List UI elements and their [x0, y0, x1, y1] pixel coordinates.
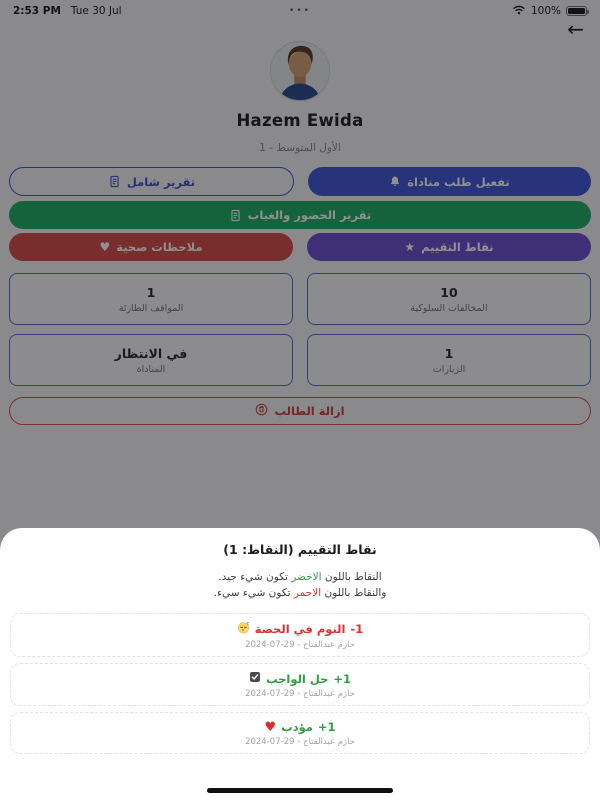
stat-label: المخالفات السلوكية: [410, 302, 488, 314]
remove-student-label: ازالة الطالب: [274, 404, 345, 418]
sheet-title: نقاط التقييم (النقاط: 1): [223, 542, 377, 557]
stat-value: 1: [146, 284, 156, 300]
call-request-label: تفعيل طلب مناداة: [407, 174, 510, 189]
rating-item-title-row: [11, 671, 589, 686]
rating-item: [10, 712, 590, 754]
green-word: الاخضر: [291, 571, 322, 583]
date: Tue 30 Jul: [70, 5, 122, 17]
stat-value: في الانتظار: [114, 345, 188, 361]
rating-item: [10, 663, 590, 706]
student-name: Hazem Ewida: [236, 111, 364, 130]
rating-item-text: حل الواجب: [265, 671, 329, 686]
stat-label: المواقف الطارئة: [118, 302, 184, 314]
home-indicator[interactable]: [207, 788, 393, 793]
rating-item-value: +1: [333, 671, 352, 686]
health-notes-label: ملاحظات صحية: [116, 240, 203, 254]
rating-points-sheet: [0, 528, 600, 800]
stat-label: الزيارات: [432, 363, 466, 375]
stat-value: 10: [440, 284, 458, 300]
rating-item-text: مؤدب: [281, 720, 313, 734]
rating-item-value: -1: [350, 622, 364, 636]
student-grade: الأول المتوسط - 1: [259, 142, 341, 154]
back-button[interactable]: ←: [567, 17, 584, 41]
heart-icon: ♥: [99, 240, 111, 254]
stat-value: 1: [444, 345, 454, 361]
svg-text:z: z: [246, 621, 249, 626]
rating-item-meta: حازم عبدالفتاح - 29-07-2024: [245, 640, 355, 650]
star-icon: ★: [404, 240, 416, 254]
full-report-label: تقرير شامل: [126, 174, 196, 189]
legend-line-red: والنقاط باللون الاحمر تكون شيء سيء.: [213, 586, 387, 599]
legend-line-green: النقاط باللون الاخضر تكون شيء جيد.: [218, 571, 382, 583]
clock: 2:53 PM: [13, 5, 61, 17]
red-heart-icon: ♥: [264, 719, 277, 735]
rating-points-label: نقاط التقييم: [421, 240, 494, 254]
stat-label: المناداة: [136, 363, 166, 375]
checkbox-icon: [249, 671, 261, 686]
attendance-report-label: تقرير الحضور والغياب: [247, 208, 372, 222]
rating-item: [10, 613, 590, 657]
rating-items-list: [10, 613, 590, 754]
rating-item-title-row: [11, 720, 589, 734]
rating-item-title-row: [11, 621, 589, 637]
sleepy-face-icon: [237, 621, 250, 637]
battery-percent: 100%: [530, 5, 561, 17]
rating-item-value: +1: [317, 720, 336, 734]
red-word: الاحمر: [293, 586, 322, 599]
rating-item-meta: حازم عبدالفتاح - 29-07-2024: [245, 737, 355, 747]
sheet-legend: [10, 570, 590, 601]
status-dots: •••: [289, 6, 311, 16]
rating-item-text: النوم في الحصة: [254, 622, 346, 636]
rating-item-meta: حازم عبدالفتاح - 29-07-2024: [245, 689, 355, 699]
